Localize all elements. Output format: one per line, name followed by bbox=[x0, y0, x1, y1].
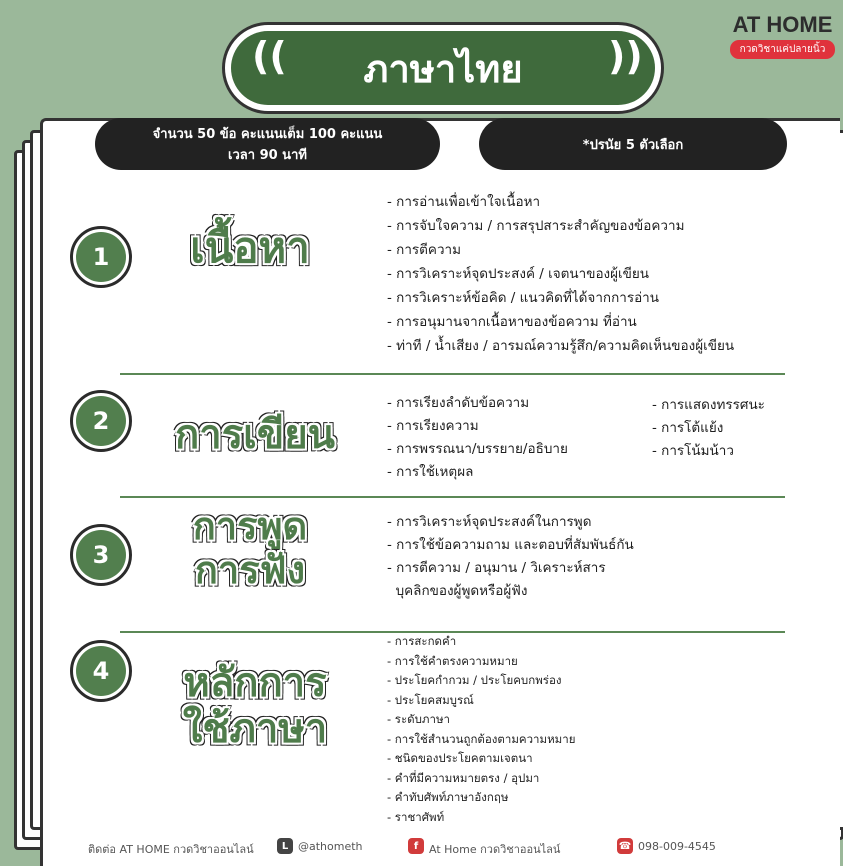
section-2-list bbox=[387, 392, 568, 484]
list-item: - การอนุมานจากเนื้อหาของข้อความ ที่อ่าน bbox=[387, 314, 637, 330]
line-icon: L bbox=[277, 838, 293, 854]
section-1-list bbox=[387, 190, 734, 358]
section-4-heading-line1: หลักการ bbox=[183, 660, 327, 706]
section-1-number: 1 bbox=[70, 226, 132, 288]
list-item: - การใช้ข้อความถาม และตอบที่สัมพันธ์กัน bbox=[387, 537, 634, 553]
list-item: - การวิเคราะห์ข้อคิด / แนวคิดที่ได้จากการอ่าน bbox=[387, 290, 659, 306]
list-item: - ท่าที / น้ำเสียง / อารมณ์ความรู้สึก/ความคิดเห็นของผู้เขียน bbox=[387, 338, 735, 354]
section-3-heading bbox=[165, 505, 335, 592]
list-item: - การตีความ / อนุมาน / วิเคราะห์สาร bbox=[387, 560, 606, 576]
exam-info-pill bbox=[95, 118, 440, 170]
section-1-heading: เนื้อหา bbox=[190, 223, 310, 272]
section-4-number: 4 bbox=[70, 640, 132, 702]
list-item: - คำที่มีความหมายตรง / อุปมา bbox=[387, 770, 540, 785]
list-item: - การเรียงลำดับข้อความ bbox=[387, 395, 530, 411]
section-4-list bbox=[387, 632, 575, 827]
logo-name: AT HOME bbox=[732, 12, 833, 37]
page-title: ภาษาไทย bbox=[363, 46, 523, 91]
list-item: - การตีความ bbox=[387, 242, 462, 258]
footer-contact-text: ติดต่อ AT HOME กวดวิชาออนไลน์ bbox=[88, 843, 254, 856]
athome-logo bbox=[730, 12, 835, 59]
list-item: - ระดับภาษา bbox=[387, 712, 451, 726]
footer bbox=[70, 836, 840, 858]
title-banner bbox=[222, 22, 664, 114]
paren-right: )) bbox=[608, 34, 643, 78]
paren-left: (( bbox=[252, 34, 287, 78]
section-4-heading bbox=[160, 660, 350, 752]
list-item: - ประโยคสมบูรณ์ bbox=[387, 692, 474, 707]
section-2-list-right bbox=[652, 394, 765, 463]
section-3-heading-line2: การฟัง bbox=[194, 547, 306, 592]
section-3-heading-line1: การพูด bbox=[192, 504, 308, 548]
list-item: - ราชาศัพท์ bbox=[387, 809, 445, 824]
list-item: - การใช้คำตรงความหมาย bbox=[387, 653, 518, 668]
section-3-list bbox=[387, 511, 634, 603]
footer-facebook[interactable]: At Home กวดวิชาออนไลน์ bbox=[429, 843, 561, 856]
list-item: - การแสดงทรรศนะ bbox=[652, 397, 765, 413]
list-item: - ชนิดของประโยคตามเจตนา bbox=[387, 751, 533, 765]
list-item: - การจับใจความ / การสรุปสาระสำคัญของข้อความ bbox=[387, 218, 685, 234]
exam-info-line1: จำนวน 50 ข้อ คะแนนเต็ม 100 คะแนน bbox=[152, 127, 383, 142]
list-item: - การวิเคราะห์จุดประสงค์ / เจตนาของผู้เขียน bbox=[387, 266, 650, 282]
list-item: - การใช้สำนวนถูกต้องตามความหมาย bbox=[387, 731, 576, 746]
exam-info-line2: เวลา 90 นาที bbox=[228, 148, 307, 163]
facebook-icon: f bbox=[408, 838, 424, 854]
exam-type-pill bbox=[479, 118, 787, 170]
section-2-number: 2 bbox=[70, 390, 132, 452]
list-item: - การวิเคราะห์จุดประสงค์ในการพูด bbox=[387, 514, 592, 530]
list-item: - การโน้มน้าว bbox=[652, 443, 734, 459]
section-4-heading-line2: ใช้ภาษา bbox=[182, 706, 328, 752]
section-divider bbox=[120, 373, 785, 375]
list-item: - การพรรณนา/บรรยาย/อธิบาย bbox=[387, 441, 568, 457]
exam-type-text: *ปรนัย 5 ตัวเลือก bbox=[582, 137, 684, 153]
footer-line-id[interactable]: @athometh bbox=[298, 840, 363, 853]
list-item: - การสะกดคำ bbox=[387, 634, 457, 648]
list-item: - ประโยคกำกวม / ประโยคบกพร่อง bbox=[387, 673, 562, 687]
list-item: - การเรียงความ bbox=[387, 418, 479, 434]
list-item: บุคลิกของผู้พูดหรือผู้ฟัง bbox=[387, 583, 528, 599]
list-item: - การใช้เหตุผล bbox=[387, 464, 474, 480]
section-2-heading: การเขียน bbox=[175, 412, 335, 458]
phone-icon: ☎ bbox=[617, 838, 633, 854]
section-divider bbox=[120, 496, 785, 498]
list-item: - คำทับศัพท์ภาษาอังกฤษ bbox=[387, 790, 509, 804]
footer-phone[interactable]: 098-009-4545 bbox=[638, 840, 716, 853]
section-3-number: 3 bbox=[70, 524, 132, 586]
title-banner-fill bbox=[231, 31, 655, 105]
logo-tagline: กวดวิชาแค่ปลายนิ้ว bbox=[730, 40, 835, 59]
list-item: - การอ่านเพื่อเข้าใจเนื้อหา bbox=[387, 194, 541, 210]
list-item: - การโต้แย้ง bbox=[652, 420, 724, 436]
